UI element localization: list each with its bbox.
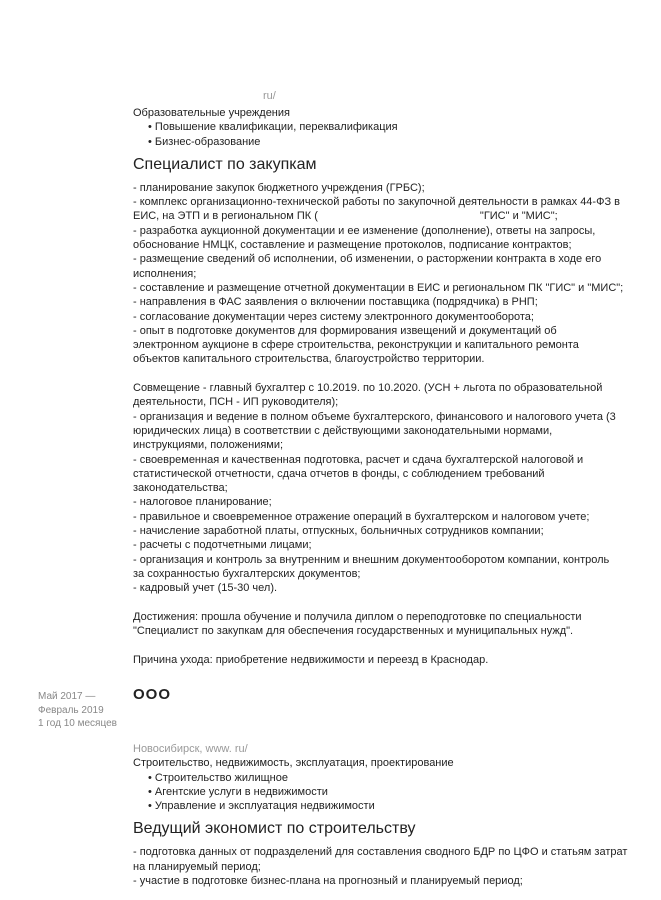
industry-item: • Строительство жилищное — [148, 771, 288, 784]
description-line: Совмещение - главный бухгалтер с 10.2019. по 10.2020. (УСН + льгота по образовательной — [133, 382, 603, 395]
description-line: исполнения; — [133, 267, 197, 280]
paragraph-gap — [133, 638, 633, 652]
description-line: - налоговое планирование; — [133, 496, 272, 509]
description-line: - планирование закупок бюджетного учреждения (ГРБС); — [133, 181, 425, 194]
period-start: Май 2017 — — [38, 691, 96, 702]
duration: 1 год 10 месяцев — [38, 718, 117, 729]
industry-item-text: Строительство жилищное — [154, 771, 288, 784]
period-end: Февраль 2019 — [38, 704, 104, 716]
description-line: - расчеты с подотчетными лицами; — [133, 539, 312, 552]
description-line: за сохранностью бухгалтерских документов; — [133, 567, 361, 580]
description-line: - своевременная и качественная подготовка, расчет и сдача бухгалтерской налоговой и — [133, 453, 584, 466]
description-line: - правильное и своевременное отражение операций в бухгалтерском и налоговом учете; — [133, 510, 590, 523]
description-line: деятельности, ПСН - ИП руководителя); — [133, 396, 339, 409]
description-line: - согласование документации через систему электронного документооборота; — [133, 310, 534, 323]
position-title: Специалист по закупкам — [133, 155, 317, 173]
description-line: законодательства; — [133, 482, 228, 495]
company-site[interactable]: ru/ — [263, 90, 276, 102]
description-line: Причина ухода: приобретение недвижимости и переезд в Краснодар. — [133, 653, 489, 666]
description-line: - организация и ведение в полном объеме бухгалтерского, финансового и налогового учета (3 — [133, 410, 616, 423]
industry-item: • Повышение квалификации, переквалификация — [148, 121, 398, 134]
industry: Строительство, недвижимость, эксплуатация, проектирование — [133, 757, 454, 770]
industry-item-text: Бизнес-образование — [154, 135, 261, 148]
industry-item-text: Агентские услуги в недвижимости — [154, 785, 328, 798]
description-line: обоснование НМЦК, составление и размещение протоколов, подписание контрактов; — [133, 239, 572, 252]
description-line: статистической отчетности, сдача отчетов в фонды, с соблюдением требований — [133, 467, 545, 480]
description-line: юридических лица) в соответствии с действующими законодательными нормами, — [133, 424, 553, 437]
job2-section — [133, 686, 633, 888]
description-line: - опыт в подготовке документов для формирования извещений и документаций об — [133, 324, 557, 337]
description-line: - размещение сведений об исполнении, об изменении, о расторжении контракта в ходе его — [133, 253, 602, 266]
industry-item: • Управление и эксплуатация недвижимости — [148, 800, 375, 813]
industry-item-text: Повышение квалификации, переквалификация — [154, 121, 398, 134]
job-description — [133, 181, 633, 667]
description-line: на планируемый период; — [133, 860, 261, 873]
description-line: - комплекс организационно-технической работы по закупочной деятельности в рамках 44-ФЗ в — [133, 196, 620, 209]
industry: Образовательные учреждения — [133, 107, 290, 119]
description-line: электронном аукционе в сфере строительства, реконструкции и капитального ремонта — [133, 339, 579, 352]
description-line: - составление и размещение отчетной документации в ЕИС и региональном ПК "ГИС" и "МИС"; — [133, 281, 624, 294]
description-line: объектов капитального строительства, благоустройство территории. — [133, 353, 485, 366]
description-line: - участие в подготовке бизнес-плана на прогнозный и планируемый период; — [133, 875, 523, 888]
description-line: - разработка аукционной документации и ее изменение (дополнение), ответы на запросы, — [133, 224, 596, 237]
job1-section — [133, 106, 633, 667]
description-line: инструкциями, положениями; — [133, 439, 284, 452]
job-description — [133, 845, 633, 888]
description-line: - начисление заработной платы, отпускных, больничных сотрудников компании; — [133, 525, 544, 538]
industry-item: • Агентские услуги в недвижимости — [148, 785, 328, 798]
job2-period — [38, 690, 117, 731]
paragraph-gap — [133, 367, 633, 381]
company-name: ООО — [133, 686, 172, 703]
position-title: Ведущий экономист по строительству — [133, 820, 416, 838]
description-line: - подготовка данных от подразделений для составления сводного БДР по ЦФО и статьям затрат — [133, 846, 628, 859]
description-line: - кадровый учет (15-30 чел). — [133, 582, 278, 595]
description-line: ЕИС, на ЭТП и в региональном ПК ( "ГИС" и "МИС"; — [133, 210, 558, 223]
industry-item: • Бизнес-образование — [148, 135, 261, 148]
description-line: Достижения: прошла обучение и получила диплом о переподготовке по специальности — [133, 610, 582, 623]
description-line: "Специалист по закупкам для обеспечения государственных и муниципальных нужд". — [133, 625, 574, 638]
industry-item-text: Управление и эксплуатация недвижимости — [154, 800, 375, 813]
paragraph-gap — [133, 596, 633, 610]
company-location: Новосибирск, www. ru/ — [133, 743, 248, 755]
description-line: - организация и контроль за внутренним и внешним документооборотом компании, контроль — [133, 553, 610, 566]
description-line: - направления в ФАС заявления о включении поставщика (подрядчика) в РНП; — [133, 296, 538, 309]
